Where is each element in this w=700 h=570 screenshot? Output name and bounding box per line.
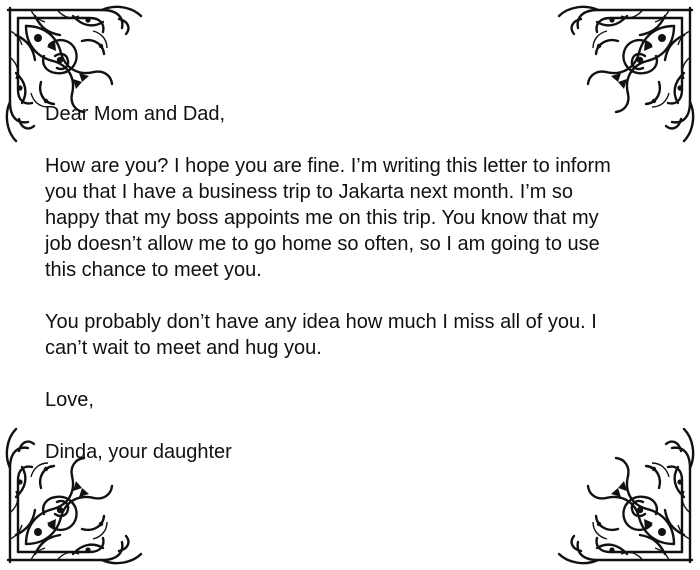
letter-paragraph-1 <box>45 153 665 283</box>
letter-paragraph-2 <box>45 309 665 361</box>
letter-body <box>45 101 665 465</box>
paragraph-1-line-5: this chance to meet you. <box>45 259 262 281</box>
paragraph-2-line-1: You probably don’t have any idea how much I miss all of you. I <box>45 311 597 333</box>
paragraph-1-line-1: How are you? I hope you are fine. I’m writing this letter to inform <box>45 155 611 177</box>
paragraph-1-line-4: job doesn’t allow me to go home so often, so I am going to use <box>45 233 600 255</box>
paragraph-1-line-3: happy that my boss appoints me on this trip. You know that my <box>45 207 599 229</box>
paragraph-2-line-2: can’t wait to meet and hug you. <box>45 337 322 359</box>
letter-closing: Love, <box>45 389 94 411</box>
letter-greeting: Dear Mom and Dad, <box>45 103 226 125</box>
letter-signature: Dinda, your daughter <box>45 441 232 463</box>
paragraph-1-line-2: you that I have a business trip to Jakarta next month. I’m so <box>45 181 574 203</box>
